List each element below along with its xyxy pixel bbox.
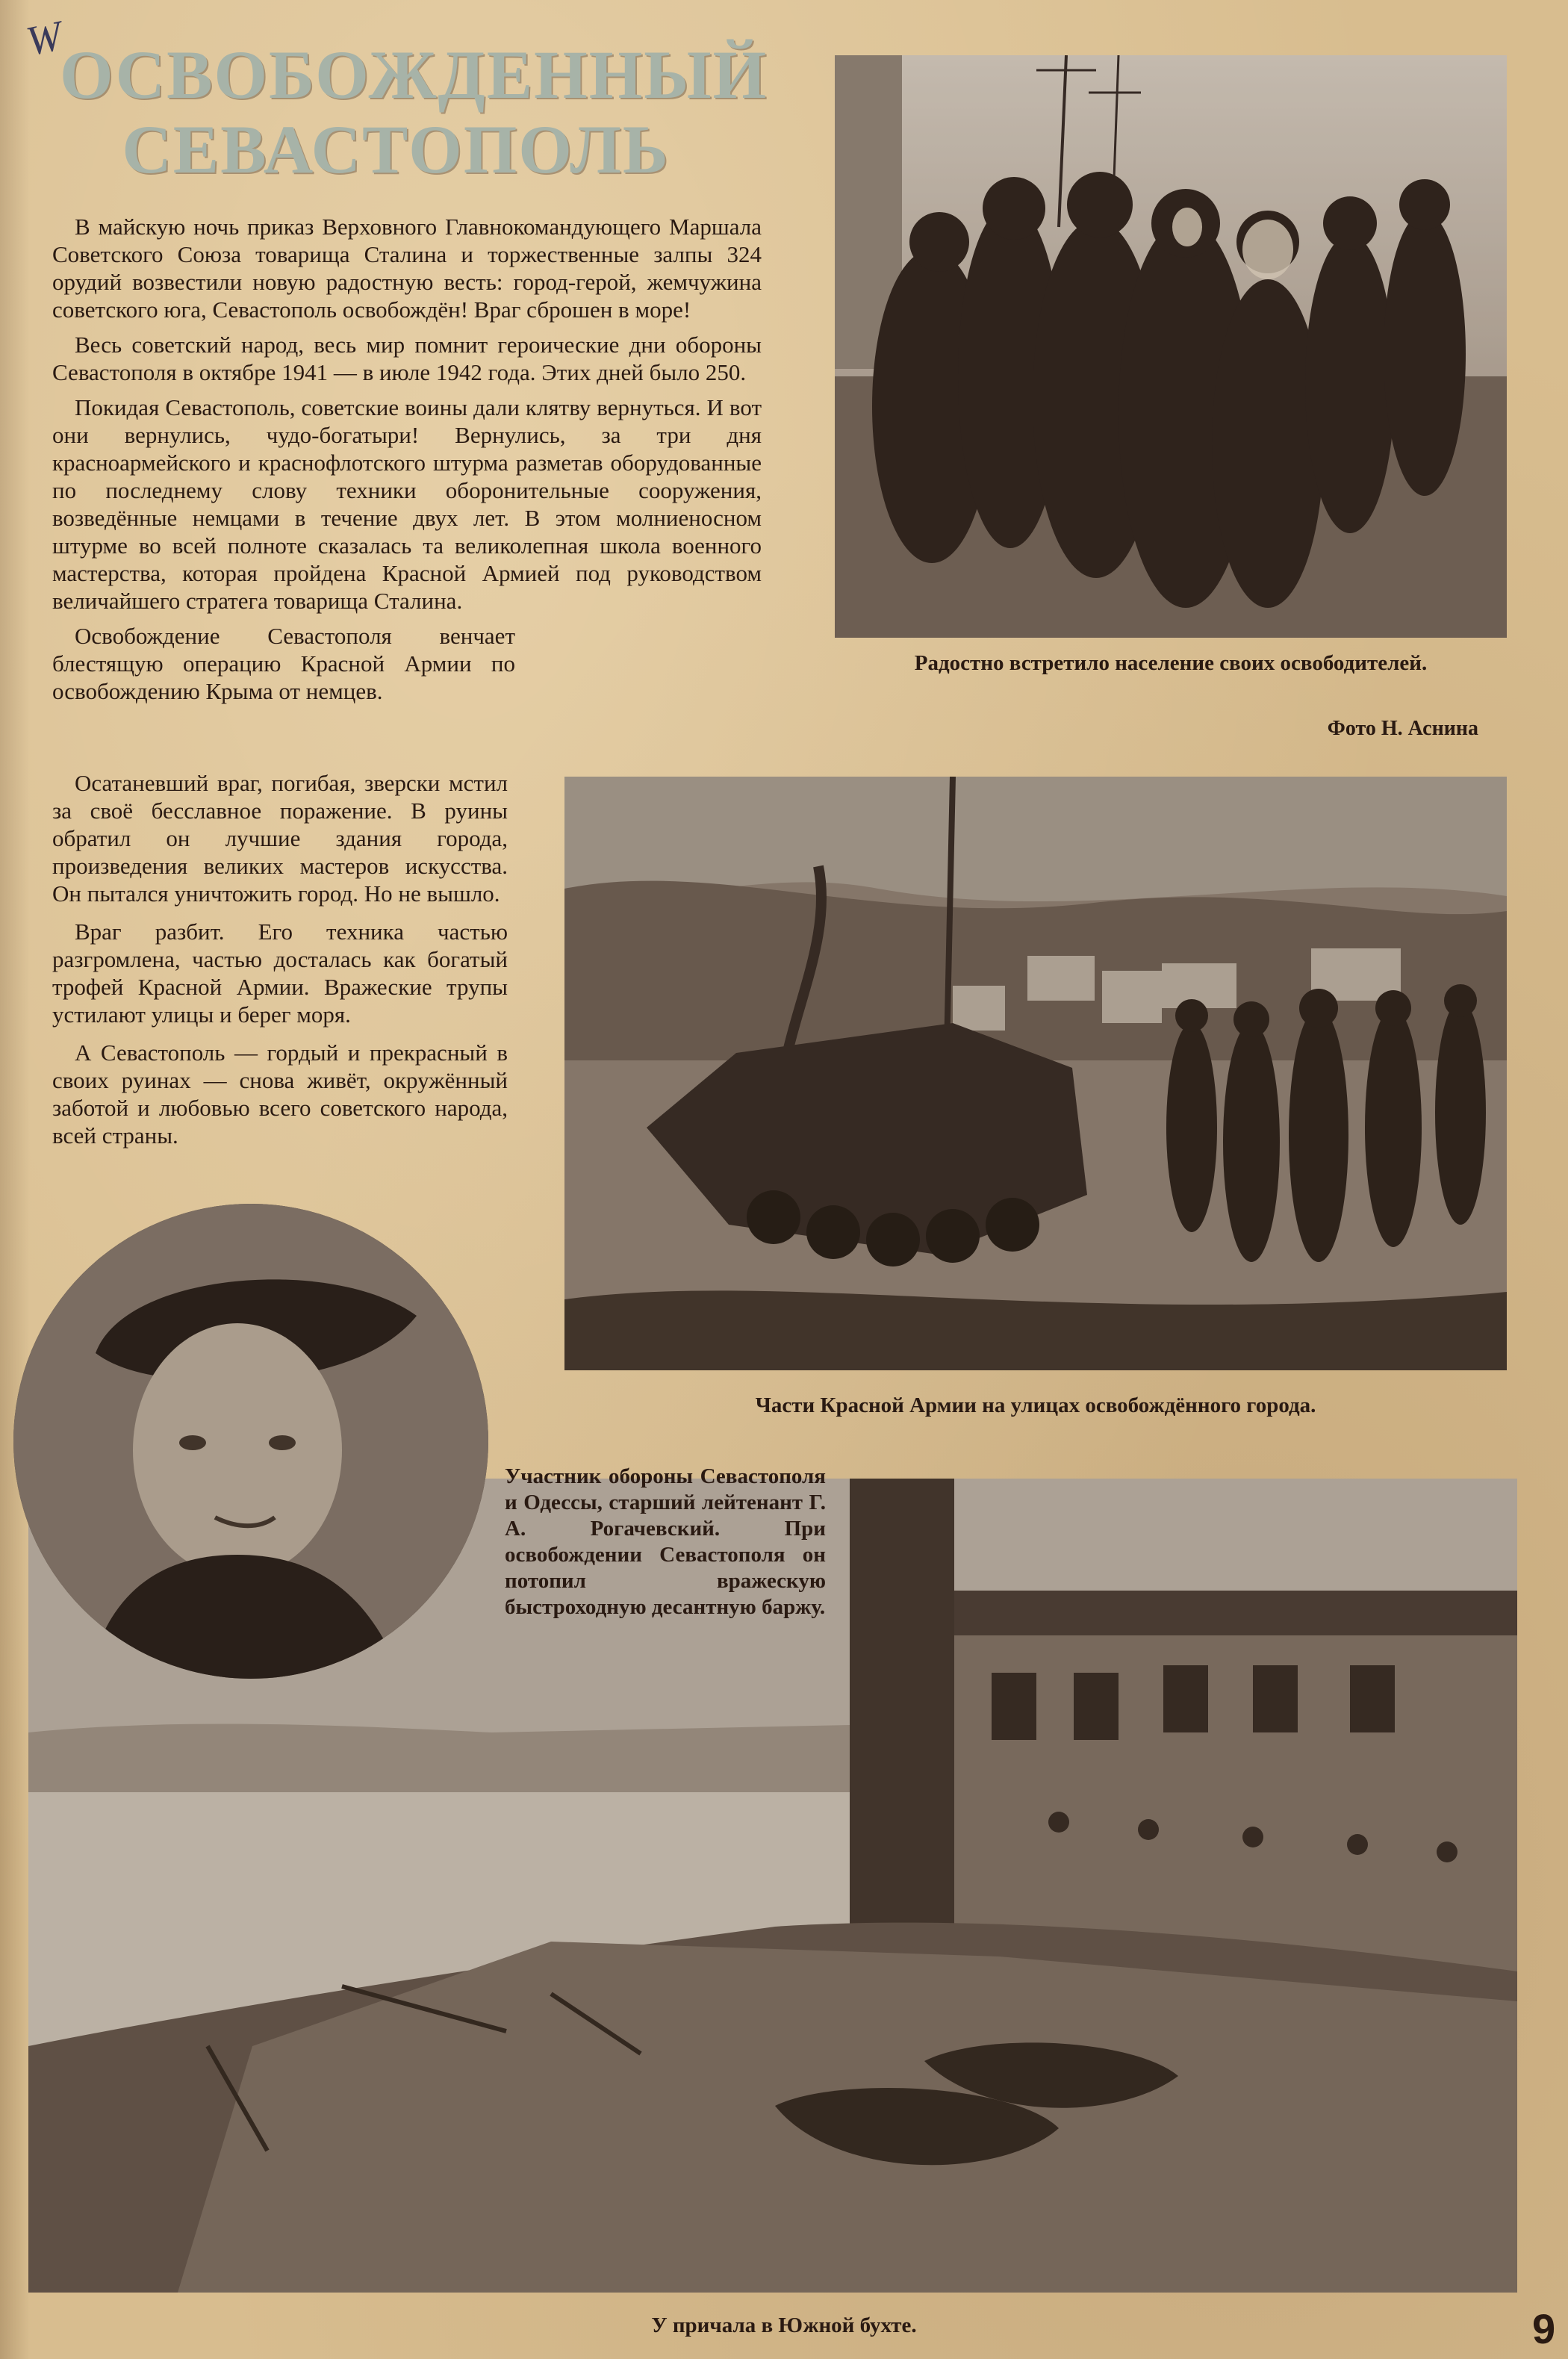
article-paragraph: Враг разбит. Его техника частью разгромлена, частью досталась как богатый трофей Красной Армии. Вражеские трупы устилают улицы и берег моря. [52,919,508,1028]
photo-crowd-greeting [835,55,1507,638]
title-line-1: ОСВОБОЖДЕННЫЙ [60,37,768,113]
article-paragraph: Освобождение Севастополя венчает блестящую операцию Красной Армии по освобождению Крыма от немцев. [52,623,515,704]
article-paragraph: Весь советский народ, весь мир помнит героические дни обороны Севастополя в октябре 1941 — в июле 1942 года. Этих дней было 250. [52,332,762,385]
photo-caption: Части Красной Армии на улицах освобождённого города. [755,1393,1316,1417]
corner-handwritten-mark: W [22,12,66,66]
title-line-2: СЕВАСТОПОЛЬ [122,111,670,187]
photo-portrait-lieutenant [13,1204,488,1679]
portrait-caption: Участник обороны Севастополя и Одессы, старший лейтенант Г. А. Рогачевский. При освобождении Севастополя он потопил вражескую быстроходную десантную баржу. [505,1464,826,1619]
page-title [60,37,768,187]
article-paragraph: Осатаневший враг, погибая, зверски мстил за своё бесславное поражение. В руины обратил он лучшие здания города, произведения великих мастеров искусства. Он пытался уничтожить город. Но не вышло. [52,770,508,907]
photo-caption: У причала в Южной бухте. [651,2313,917,2337]
page-number: 9 [1532,2305,1556,2352]
article-body-narrow-column [52,769,508,1160]
photo-caption: Радостно встретило население своих освободителей. [914,651,1428,675]
article-body [52,213,762,712]
article-paragraph: В майскую ночь приказ Верховного Главнокомандующего Маршала Советского Союза товарища Сталина и торжественные залпы 324 орудий возвестили новую радостную весть: город-герой, жемчужина советского юга, Севастополь освобождён! Враг сброшен в море! [52,214,762,323]
photo-destroyed-tank [564,777,1507,1370]
article-paragraph: А Севастополь — гордый и прекрасный в своих руинах — снова живёт, окружённый заботой и любовью всего советского народа, всей страны. [52,1039,508,1149]
article-paragraph: Покидая Севастополь, советские воины дали клятву вернуться. И вот они вернулись, чудо-богатыри! Вернулись, за три дня красноармейского и краснофлотского штурма разметав оборудованные по последнему слову техники оборонительные сооружения, возведённые немцами в течение двух лет. В этом молниеносном штурме во всей полноте сказалась та великолепная школа военного мастерства, которая пройдена Красной Армией под руководством величайшего стратега товарища Сталина. [52,394,762,614]
photo-credit: Фото Н. Аснина [1327,717,1478,740]
